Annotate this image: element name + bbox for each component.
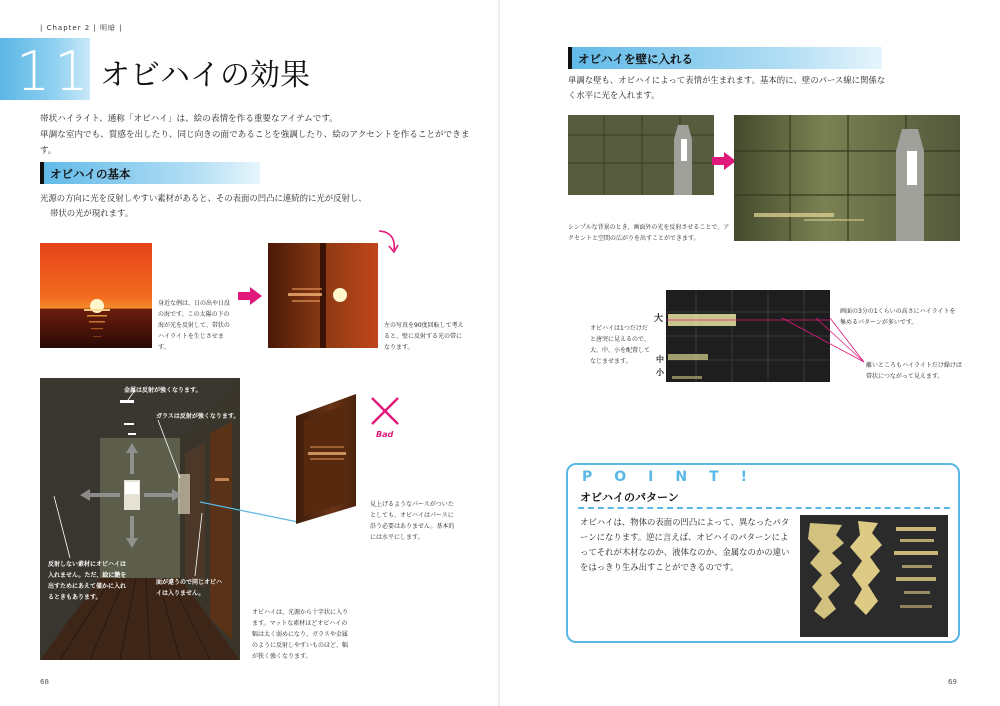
sunset-caption: 身近な例は、日の出や日没の海です。この太陽の下の海が光を反射して、帯状のハイライトを生じさせます。	[158, 300, 231, 351]
section-heading-wall: オビハイを壁に入れる	[568, 47, 882, 69]
basic-text	[40, 191, 470, 221]
size-small: 小	[656, 368, 664, 377]
arrow-right-icon-2	[712, 152, 736, 170]
basic-text-line-1: 光源の方向に光を反射しやすい素材があると、その表面の凹凸に連続的に光が反射し、	[40, 193, 367, 203]
intro-line-2: 単調な室内でも、質感を出したり、同じ向きの面であることを強調したり、絵のアクセントを作ることができます。	[40, 130, 470, 156]
chapter-tag: | Chapter 2 | 明暗 |	[40, 24, 123, 32]
rotated-caption: 左の写真を90度回転して考えると、壁に反射する光の帯になります。	[384, 322, 464, 351]
point-subtitle: オビハイのパターン	[580, 491, 679, 504]
bad-x-icon	[368, 396, 402, 426]
label-metal: 金属は反射が強くなります。	[124, 387, 202, 394]
bad-label: Bad	[376, 430, 394, 439]
point-text: オビハイは、物体の表面の凹凸によって、異なったパターンになります。逆に言えば、オビハイのパターンによってそれが木材なのか、液体なのか、金属なのかの違いをはっきり生み出すことができるのです。	[580, 517, 790, 572]
label-plane: 面が違うので同じオビハイは入りません。	[156, 579, 223, 597]
intro-line-1: 帯状ハイライト、通称「オビハイ」は、絵の表情を作る重要なアイテムです。	[40, 114, 338, 124]
section-heading-basic: オビハイの基本	[40, 162, 260, 184]
point-title: POINT!	[582, 469, 770, 485]
page-number-left: 68	[40, 678, 49, 686]
wall-caption: シンプルな背景のとき、画面外の光を反射させることで、アクセントと空間の広がりを出すことができます。	[568, 224, 730, 242]
connector-line	[200, 500, 300, 524]
basic-text-line-2: 帯状の光が現れます。	[50, 208, 134, 218]
point-box	[566, 463, 960, 643]
wall-text	[568, 73, 968, 103]
wall-text-line-1: 単調な壁も、オビハイによって表情が生まれます。基本的に、壁のパース線に関係な	[568, 75, 886, 85]
intro-text	[40, 111, 470, 159]
page-title: オビハイの効果	[100, 58, 310, 93]
size-caption: オビハイは1つだけだと唐突に見えるので、大、中、小を配置してなじませます。	[590, 325, 651, 365]
rotate-arrow-icon	[376, 228, 400, 254]
lesson-number-block	[0, 38, 93, 103]
rotated-wall-photo	[268, 243, 378, 348]
pattern-caption: 画面の3分の1くらいの高さにハイライトを集めるパターンが多いです。	[840, 308, 956, 326]
pattern-samples-image	[800, 515, 948, 637]
size-large: 大	[654, 314, 664, 324]
door-caption: 見上げるようなパースがついたとしても、オビハイはパースに沿う必要はありません。基本的には水平にします。	[370, 501, 455, 541]
door-illustration	[286, 394, 358, 524]
wall-text-line-2: く水平に光を入れます。	[568, 90, 660, 100]
bottom-caption: オビハイは、光源から十字状に入ります。マットな素材ほどオビハイの幅は太く弱めになり、ガラスや金属のように反射しやすいものほど、幅が狭く強くなります。	[252, 609, 349, 660]
size-medium: 中	[656, 355, 664, 364]
spaced-caption: 離いところもハイライトだけ繰けば帯状につながって見えます。	[866, 362, 962, 380]
arrow-right-icon	[238, 287, 262, 305]
point-divider	[578, 507, 950, 509]
wall-after-image	[734, 115, 960, 241]
page-number-right: 69	[948, 678, 957, 686]
wall-before-image	[568, 115, 714, 195]
sunset-photo	[40, 243, 152, 348]
lesson-number: 11	[16, 40, 93, 103]
label-nonreflect: 反射しない素材にオビハイは入れません。ただ、絵に艶を出すためにあえて僅かに入れるときもあります。	[48, 561, 127, 601]
label-glass: ガラスは反射が強くなります。	[156, 413, 240, 420]
